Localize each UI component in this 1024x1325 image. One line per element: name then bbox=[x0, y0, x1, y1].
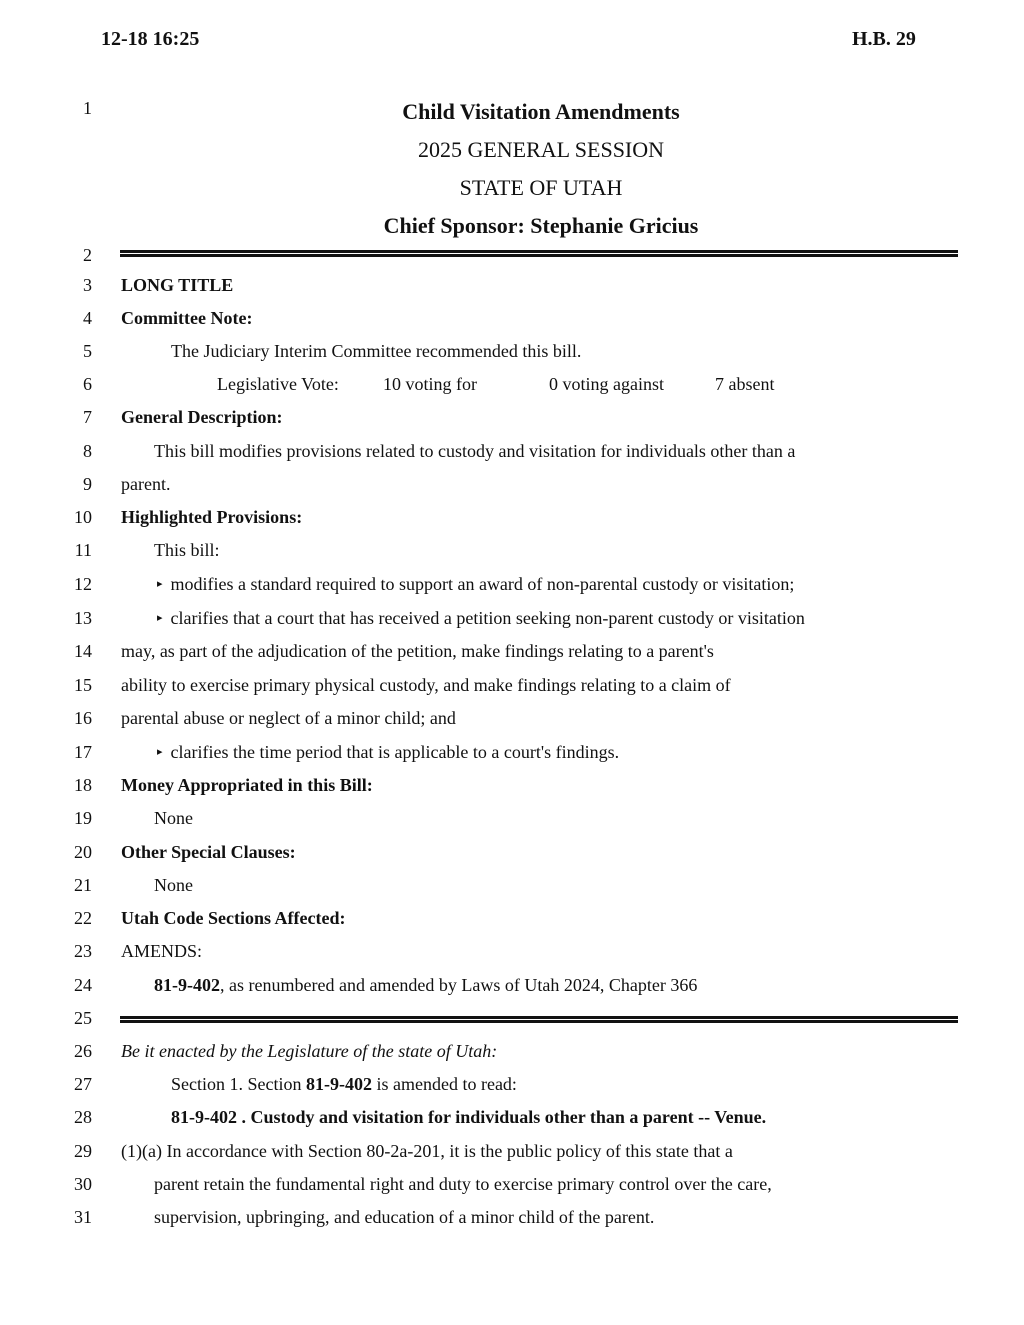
line-number: 30 bbox=[74, 1174, 92, 1194]
line-number: 20 bbox=[74, 842, 92, 862]
line-number: 24 bbox=[74, 975, 92, 995]
line-number: 15 bbox=[74, 675, 92, 695]
subsection-line: supervision, upbringing, and education of a minor child of the parent. bbox=[154, 1207, 655, 1227]
long-title-heading: LONG TITLE bbox=[121, 275, 234, 295]
subsection-line: (1)(a) In accordance with Section 80-2a-201, it is the public policy of this state that a bbox=[121, 1141, 733, 1161]
line-number: 28 bbox=[74, 1107, 92, 1127]
money-appropriated-heading: Money Appropriated in this Bill: bbox=[121, 775, 373, 795]
provision-continuation: ability to exercise primary physical custody, and make findings relating to a claim of bbox=[121, 675, 731, 695]
provision-item bbox=[157, 742, 619, 763]
line-number: 10 bbox=[74, 507, 92, 527]
line-number: 22 bbox=[74, 908, 92, 928]
highlighted-provisions-heading: Highlighted Provisions: bbox=[121, 507, 303, 527]
other-special-clauses-heading: Other Special Clauses: bbox=[121, 842, 296, 862]
line-number: 12 bbox=[74, 574, 92, 594]
provision-text: modifies a standard required to support an award of non-parental custody or visitation; bbox=[170, 574, 795, 594]
provision-continuation: may, as part of the adjudication of the petition, make findings relating to a parent's bbox=[121, 641, 714, 661]
bullet-icon: ▸ bbox=[157, 612, 163, 624]
line-number: 9 bbox=[83, 474, 92, 494]
line-number: 14 bbox=[74, 641, 92, 661]
line-number: 18 bbox=[74, 775, 92, 795]
committee-note-text: The Judiciary Interim Committee recommended this bill. bbox=[171, 341, 582, 361]
general-description-line: parent. bbox=[121, 474, 171, 494]
line-number: 16 bbox=[74, 708, 92, 728]
section-number: 81-9-402 bbox=[305, 1074, 372, 1094]
committee-note-heading: Committee Note: bbox=[121, 308, 253, 328]
amended-section-text: , as renumbered and amended by Laws of Utah 2024, Chapter 366 bbox=[220, 975, 698, 995]
amended-section-number: 81-9-402 bbox=[154, 975, 220, 995]
line-number: 8 bbox=[83, 441, 92, 461]
line-number: 31 bbox=[74, 1207, 92, 1227]
subsection-line: parent retain the fundamental right and duty to exercise primary control over the care, bbox=[154, 1174, 772, 1194]
other-special-clauses-value: None bbox=[154, 875, 193, 895]
session-label: 2025 GENERAL SESSION bbox=[417, 137, 665, 162]
chief-sponsor: Chief Sponsor: Stephanie Gricius bbox=[383, 213, 699, 238]
this-bill-intro: This bill: bbox=[154, 540, 220, 560]
line-number: 13 bbox=[74, 608, 92, 628]
section-intro bbox=[171, 1074, 517, 1095]
section-suffix: is amended to read: bbox=[371, 1074, 517, 1094]
money-appropriated-value: None bbox=[154, 808, 193, 828]
vote-absent: 7 absent bbox=[715, 374, 775, 394]
code-sections-heading: Utah Code Sections Affected: bbox=[121, 908, 346, 928]
line-number: 27 bbox=[74, 1074, 92, 1094]
line-number: 25 bbox=[74, 1008, 92, 1028]
bill-title: Child Visitation Amendments bbox=[402, 99, 680, 124]
line-number: 29 bbox=[74, 1141, 92, 1161]
amended-section-line bbox=[154, 975, 697, 996]
section-prefix: Section 1. Section bbox=[171, 1074, 306, 1094]
line-number: 21 bbox=[74, 875, 92, 895]
provision-item bbox=[157, 608, 805, 629]
provision-item bbox=[157, 574, 794, 595]
general-description-heading: General Description: bbox=[121, 407, 283, 427]
double-rule-bottom bbox=[120, 1016, 958, 1023]
vote-against: 0 voting against bbox=[549, 374, 664, 394]
line-number: 3 bbox=[83, 275, 92, 295]
line-number: 26 bbox=[74, 1041, 92, 1061]
section-heading: 81-9-402 . Custody and visitation for individuals other than a parent -- Venue. bbox=[171, 1107, 767, 1127]
bullet-icon: ▸ bbox=[157, 746, 163, 758]
amends-label: AMENDS: bbox=[121, 941, 203, 961]
line-number: 4 bbox=[83, 308, 92, 328]
line-number: 2 bbox=[83, 245, 92, 265]
line-number: 5 bbox=[83, 341, 92, 361]
general-description-line: This bill modifies provisions related to custody and visitation for individuals other than a bbox=[154, 441, 796, 461]
vote-label: Legislative Vote: bbox=[217, 374, 339, 394]
line-number: 7 bbox=[83, 407, 92, 427]
line-number: 6 bbox=[83, 374, 92, 394]
double-rule-top bbox=[120, 250, 958, 257]
state-label: STATE OF UTAH bbox=[459, 175, 623, 200]
header-date: 12-18 16:25 bbox=[101, 28, 200, 50]
line-number: 23 bbox=[74, 941, 92, 961]
enacting-clause: Be it enacted by the Legislature of the state of Utah: bbox=[121, 1041, 498, 1061]
line-number: 11 bbox=[74, 540, 92, 560]
line-number: 1 bbox=[83, 98, 92, 118]
bullet-icon: ▸ bbox=[157, 578, 163, 590]
provision-continuation: parental abuse or neglect of a minor child; and bbox=[121, 708, 456, 728]
line-number: 17 bbox=[74, 742, 92, 762]
provision-text: clarifies the time period that is applicable to a court's findings. bbox=[170, 742, 620, 762]
line-number: 19 bbox=[74, 808, 92, 828]
provision-text: clarifies that a court that has received a petition seeking non-parent custody or visitation bbox=[170, 608, 805, 628]
header-bill-number: H.B. 29 bbox=[852, 28, 916, 50]
vote-for: 10 voting for bbox=[383, 374, 477, 394]
